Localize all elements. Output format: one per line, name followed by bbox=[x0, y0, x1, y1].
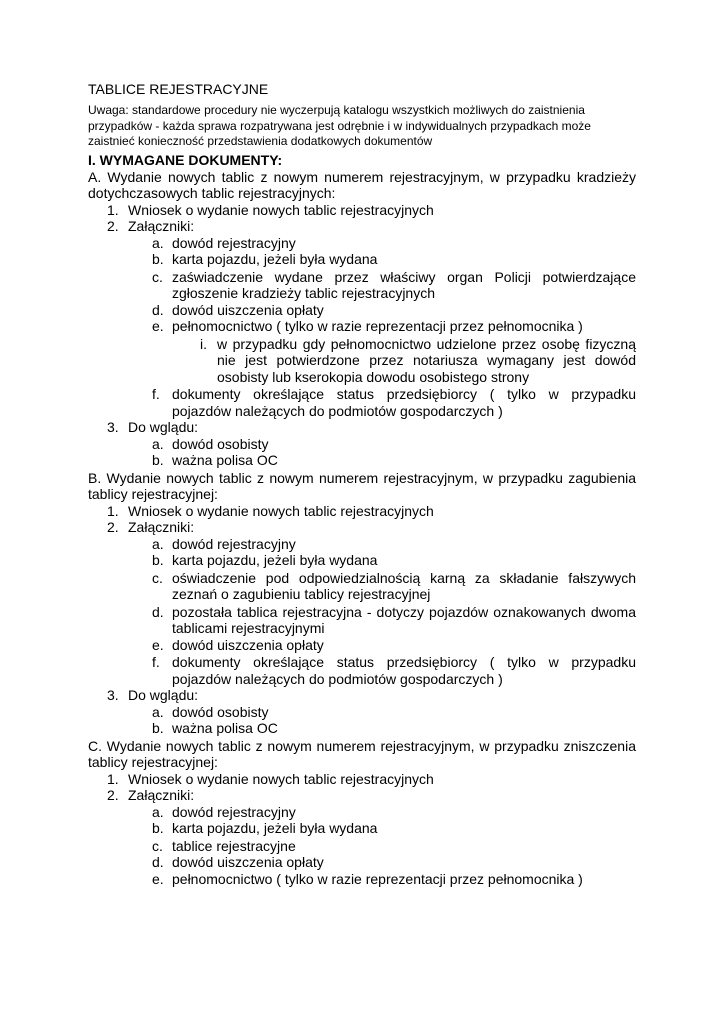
list-item: d. dowód uiszczenia opłaty bbox=[152, 301, 324, 318]
list-item: f. dokumenty określające status przedsiębiorcy ( tylko w przypadku pojazdów należących do podmiotów gospodarczych ) bbox=[152, 386, 636, 419]
list-item: a. dowód rejestracyjny bbox=[152, 535, 296, 552]
document-title: TABLICE REJESTRACYJNE bbox=[88, 81, 269, 97]
list-item: a. dowód rejestracyjny bbox=[152, 803, 296, 820]
list-item: c. oświadczenie pod odpowiedzialnością karną za składanie fałszywych zeznań o zagubieniu tablicy rejestracyjnej bbox=[152, 569, 636, 602]
section-c-title: C. Wydanie nowych tablic z nowym numerem rejestracyjnym, w przypadku zniszczenia tablicy rejestracyjnej: bbox=[88, 737, 636, 770]
list-subitem: i. w przypadku gdy pełnomocnictwo udzielone przez osobę fizyczną nie jest potwierdzone przez notariusza wymagany jest dowód osobisty lub kserokopia dowodu osobistego strony bbox=[200, 335, 636, 385]
list-item: d. pozostała tablica rejestracyjna - dotyczy pojazdów oznakowanych dwoma tablicami rejestracyjnymi bbox=[152, 603, 636, 636]
list-item: a. dowód rejestracyjny bbox=[152, 234, 296, 251]
list-item: f. dokumenty określające status przedsiębiorcy ( tylko w przypadku pojazdów należących do podmiotów gospodarczych ) bbox=[152, 654, 636, 687]
list-item: a. dowód osobisty bbox=[152, 703, 269, 720]
list-item: 1. Wniosek o wydanie nowych tablic rejestracyjnych bbox=[107, 770, 434, 787]
list-item: c. tablice rejestracyjne bbox=[152, 837, 296, 854]
list-item: e. dowód uiszczenia opłaty bbox=[152, 636, 324, 653]
list-item: 1. Wniosek o wydanie nowych tablic rejestracyjnych bbox=[107, 502, 434, 519]
list-item: b. karta pojazdu, jeżeli była wydana bbox=[152, 820, 378, 836]
note-paragraph: Uwaga: standardowe procedury nie wyczerpują katalogu wszystkich możliwych do zaistnienia przypadków - każda sprawa rozpatrywana jest odrębnie i w indywidualnych przypadkach może zaistnieć konieczność przedstawienia dodatkowych dokumentów bbox=[88, 103, 591, 148]
list-item: d. dowód uiszczenia opłaty bbox=[152, 854, 324, 870]
list-item: b. ważna polisa OC bbox=[152, 452, 278, 468]
list-item: 3. Do wglądu: bbox=[107, 687, 199, 703]
list-item: b. ważna polisa OC bbox=[152, 720, 278, 736]
section-heading: I. WYMAGANE DOKUMENTY: bbox=[88, 151, 283, 168]
list-item: 2. Załączniki: bbox=[107, 519, 195, 535]
list-item: e. pełnomocnictwo ( tylko w razie reprezentacji przez pełnomocnika ) bbox=[152, 870, 583, 887]
list-item: c. zaświadczenie wydane przez właściwy organ Policji potwierdzające zgłoszenie kradzieży tablic rejestracyjnych bbox=[152, 268, 636, 301]
list-item: b. karta pojazdu, jeżeli była wydana bbox=[152, 552, 378, 568]
list-item: 3. Do wglądu: bbox=[107, 419, 199, 435]
list-item: b. karta pojazdu, jeżeli była wydana bbox=[152, 251, 378, 267]
list-item: 2. Załączniki: bbox=[107, 218, 195, 234]
list-item: 1. Wniosek o wydanie nowych tablic rejestracyjnych bbox=[107, 201, 434, 218]
list-item: e. pełnomocnictwo ( tylko w razie reprezentacji przez pełnomocnika ) bbox=[152, 318, 583, 334]
list-item: 2. Załączniki: bbox=[107, 787, 195, 803]
list-item: a. dowód osobisty bbox=[152, 435, 269, 452]
section-a-title: A. Wydanie nowych tablic z nowym numerem rejestracyjnym, w przypadku kradzieży dotychczasowych tablic rejestracyjnych: bbox=[88, 168, 636, 201]
section-b-title: B. Wydanie nowych tablic z nowym numerem rejestracyjnym, w przypadku zagubienia tablicy rejestracyjnej: bbox=[88, 469, 636, 502]
